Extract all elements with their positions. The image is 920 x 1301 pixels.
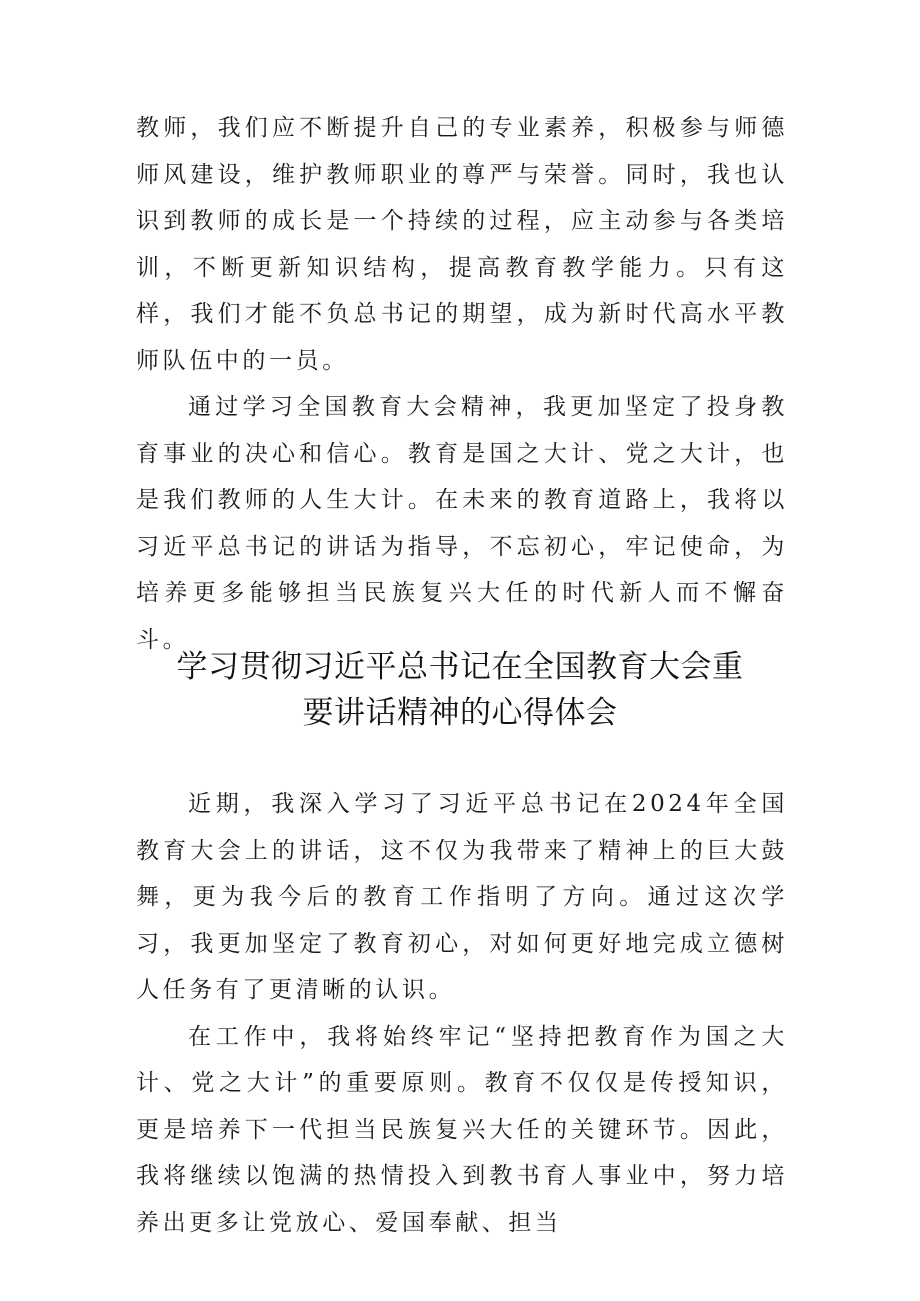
body-paragraph: 近期，我深入学习了习近平总书记在2024年全国教育大会上的讲话，这不仅为我带来了精神上的巨大鼓舞，更为我今后的教育工作指明了方向。通过这次学习，我更加坚定了教育初心，对如何更好地完成立德树人任务有了更清晰的认识。	[136, 791, 788, 1003]
article-title-line: 要讲话精神的心得体会	[302, 695, 618, 731]
article-body	[136, 781, 788, 1246]
article-title	[120, 644, 800, 736]
body-paragraph: 在工作中，我将始终牢记“坚持把教育作为国之大计、党之大计”的重要原则。教育不仅仅是传授知识，更是培养下一代担当民族复兴大任的关键环节。因此，我将继续以饱满的热情投入到教书育人事业中，努力培养出更多让党放心、爱国奉献、担当	[136, 1023, 788, 1236]
article-title-line: 学习贯彻习近平总书记在全国教育大会重	[176, 649, 744, 685]
body-paragraph: 通过学习全国教育大会精神，我更加坚定了投身教育事业的决心和信心。教育是国之大计、党之大计，也是我们教师的人生大计。在未来的教育道路上，我将以习近平总书记的讲话为指导，不忘初心，牢记使命，为培养更多能够担当民族复兴大任的时代新人而不懈奋斗。	[136, 394, 788, 653]
continued-text-section	[136, 105, 788, 663]
body-paragraph: 教师，我们应不断提升自己的专业素养，积极参与师德师风建设，维护教师职业的尊严与荣誉。同时，我也认识到教师的成长是一个持续的过程，应主动参与各类培训，不断更新知识结构，提高教育教学能力。只有这样，我们才能不负总书记的期望，成为新时代高水平教师队伍中的一员。	[136, 115, 788, 374]
